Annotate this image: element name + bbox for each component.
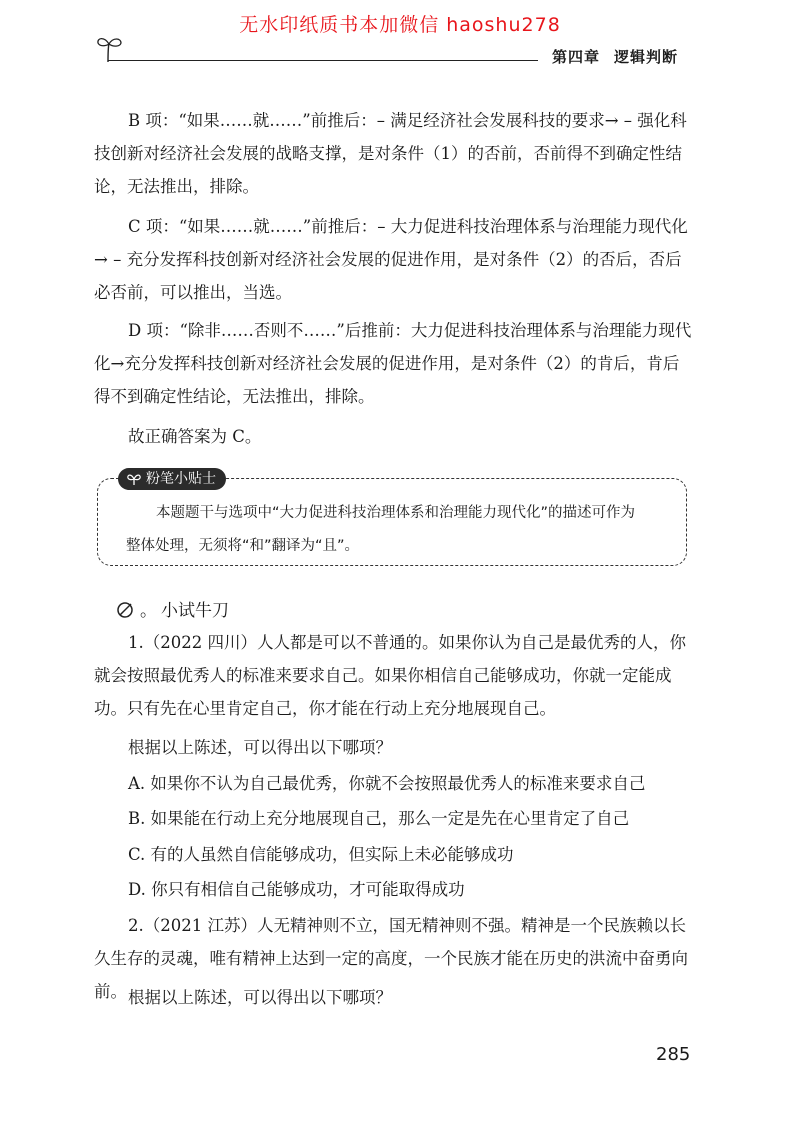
option-d-explanation: D 项：“除非……否则不……”后推前：大力促进科技治理体系与治理能力现代化→充分发挥科技创新对经济社会发展的促进作用，是对条件（2）的肯后，肯后得不到确定性结论，无法推出，排除。 [94, 321, 692, 406]
chapter-header [552, 46, 692, 67]
tips-line-1: 本题题干与选项中“大力促进科技治理体系和治理能力现代化”的描述可作为 [156, 505, 636, 521]
question-1-prompt: 根据以上陈述，可以得出以下哪项？ [128, 738, 392, 757]
answer-statement: 故正确答案为 C。 [128, 427, 262, 446]
pencil-circle-icon [116, 599, 136, 619]
option-c-explanation: C 项：“如果……就……”前推后：– 大力促进科技治理体系与治理能力现代化→ – 充分发挥科技创新对经济社会发展的促进作用，是对条件（2）的否后，否后必否前，可以推出，当选。 [94, 217, 688, 302]
question-2-prompt: 根据以上陈述，可以得出以下哪项？ [128, 988, 392, 1007]
section-heading [116, 596, 229, 621]
question-2-stem: 2.（2021 江苏）人无精神则不立，国无精神则不强。精神是一个民族赖以长久生存的灵魂，唯有精神上达到一定的高度，一个民族才能在历史的洪流中奋勇向前。 [94, 916, 688, 1001]
chapter-title: 逻辑判断 [614, 48, 679, 66]
section-title: 小试牛刀 [161, 601, 229, 621]
tips-text [126, 497, 666, 563]
option-b-explanation: B 项：“如果……就……”前推后：– 满足经济社会发展科技的要求→ – 强化科技创新对经济社会发展的战略支撑，是对条件（1）的否前，否前得不到确定性结论，无法推出，排除。 [94, 111, 687, 196]
question-1-option-b: B. 如果能在行动上充分地展现自己，那么一定是先在心里肯定了自己 [128, 809, 630, 828]
page-number: 285 [656, 1044, 691, 1065]
chapter-number: 第四章 [552, 48, 601, 66]
leaf-icon [126, 472, 142, 486]
tips-badge [118, 468, 226, 490]
question-1-option-c: C. 有的人虽然自信能够成功，但实际上未必能够成功 [128, 845, 514, 864]
section-dot: 。 [140, 601, 157, 621]
header-rule [108, 60, 538, 61]
question-1-stem: 1.（2022 四川）人人都是可以不普通的。如果你认为自己是最优秀的人，你就会按照最优秀人的标准来要求自己。如果你相信自己能够成功，你就一定能成功。只有先在心里肯定自己，你才能在行动上充分地展现自己。 [94, 633, 686, 718]
watermark-text: 无水印纸质书本加微信 haoshu278 [239, 14, 561, 36]
tips-line-2: 整体处理，无须将“和”翻译为“且”。 [126, 538, 360, 554]
question-1-option-a: A. 如果你不认为自己最优秀，你就不会按照最优秀人的标准来要求自己 [128, 774, 646, 793]
question-1-option-d: D. 你只有相信自己能够成功，才可能取得成功 [128, 880, 465, 899]
tips-label: 粉笔小贴士 [146, 471, 216, 487]
